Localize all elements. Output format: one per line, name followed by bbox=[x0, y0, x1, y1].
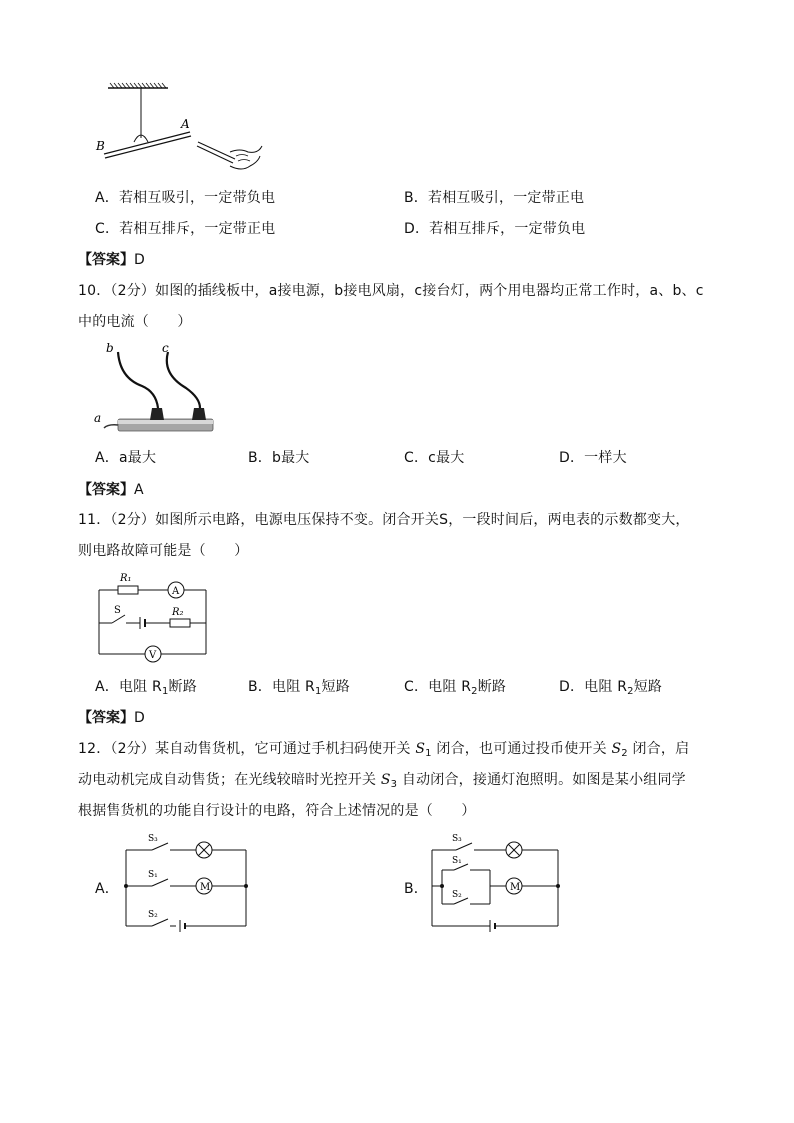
q9-figure-rod-suspension bbox=[90, 80, 270, 170]
q11-option-a: A．电阻 $R_1$断路 bbox=[95, 679, 197, 697]
q10-label-b: b bbox=[106, 341, 114, 355]
q12-stem-line3: 根据售货机的功能自行设计的电路，符合上述情况的是（ ） bbox=[78, 803, 476, 819]
q12-option-b-label: B． bbox=[404, 881, 429, 897]
q12-a-motor-label: M bbox=[200, 882, 211, 893]
q9-label-a: A bbox=[181, 117, 190, 131]
q9-answer bbox=[78, 249, 145, 269]
q10-label-c: c bbox=[162, 341, 169, 355]
q11-voltmeter-label: V bbox=[149, 650, 157, 661]
q12-option-b-circuit bbox=[426, 830, 566, 942]
q12-stem-line1: 12．（2分）某自动售货机，它可通过手机扫码使开关 $S_1$ 闭合，也可通过投币使开关 $S_2$ 闭合，启 bbox=[78, 741, 690, 759]
q12-b-motor-label: M bbox=[510, 882, 521, 893]
q11-answer-value: D bbox=[134, 710, 145, 726]
q10-figure-power-strip bbox=[90, 338, 230, 438]
q11-answer-tag: 【答案】 bbox=[78, 710, 134, 726]
q11-answer bbox=[78, 707, 145, 727]
q11-label-r2: R₂ bbox=[172, 607, 184, 618]
q11-option-d: D．电阻 $R_2$短路 bbox=[559, 679, 663, 697]
q9-option-a: A．若相互吸引，一定带负电 bbox=[95, 190, 276, 206]
q11-label-s: S bbox=[114, 605, 121, 616]
q11-figure-circuit bbox=[92, 568, 212, 666]
q10-option-d: D．一样大 bbox=[559, 450, 627, 466]
q11-ammeter-label: A bbox=[172, 586, 180, 597]
q11-label-r1: R₁ bbox=[120, 573, 132, 584]
q11-option-b: B．电阻 $R_1$短路 bbox=[248, 679, 350, 697]
q9-option-b: B．若相互吸引，一定带正电 bbox=[404, 190, 585, 206]
q10-option-a: A．a最大 bbox=[95, 450, 157, 466]
q12-stem-line2: 动电动机完成自动售货；在光线较暗时光控开关 $S_3$ 自动闭合，接通灯泡照明。如图是某小组同学 bbox=[78, 772, 686, 790]
q10-answer-value: A bbox=[134, 482, 144, 498]
q11-option-c: C．电阻 $R_2$断路 bbox=[404, 679, 507, 697]
q10-label-a: a bbox=[94, 411, 102, 425]
q9-option-d: D．若相互排斥，一定带负电 bbox=[404, 221, 586, 237]
q12-option-a-label: A． bbox=[95, 881, 119, 897]
q9-label-b: B bbox=[96, 139, 105, 153]
q11-stem-line1: 11．（2分）如图所示电路，电源电压保持不变。闭合开关S，一段时间后，两电表的示数都变大， bbox=[78, 512, 690, 528]
q9-answer-tag: 【答案】 bbox=[78, 252, 134, 268]
q12-a-label-s3: S₃ bbox=[148, 834, 158, 844]
q9-option-c: C．若相互排斥，一定带正电 bbox=[95, 221, 276, 237]
q11-stem-line2: 则电路故障可能是（ ） bbox=[78, 543, 249, 559]
q9-answer-value: D bbox=[134, 252, 145, 268]
q10-stem-line2: 中的电流（ ） bbox=[78, 314, 192, 330]
q10-option-c: C．c最大 bbox=[404, 450, 465, 466]
q10-option-b: B．b最大 bbox=[248, 450, 310, 466]
q10-answer-tag: 【答案】 bbox=[78, 482, 134, 498]
q12-a-label-s2: S₂ bbox=[148, 910, 158, 920]
q12-b-label-s1: S₁ bbox=[452, 856, 462, 866]
q12-b-label-s2: S₂ bbox=[452, 890, 462, 900]
q12-a-label-s1: S₁ bbox=[148, 870, 158, 880]
q10-answer bbox=[78, 479, 144, 499]
q12-b-label-s3: S₃ bbox=[452, 834, 462, 844]
q10-stem-line1: 10．（2分）如图的插线板中，a接电源，b接电风扇，c接台灯，两个用电器均正常工作时，a、b、c bbox=[78, 283, 704, 299]
q12-option-a-circuit bbox=[118, 830, 258, 942]
